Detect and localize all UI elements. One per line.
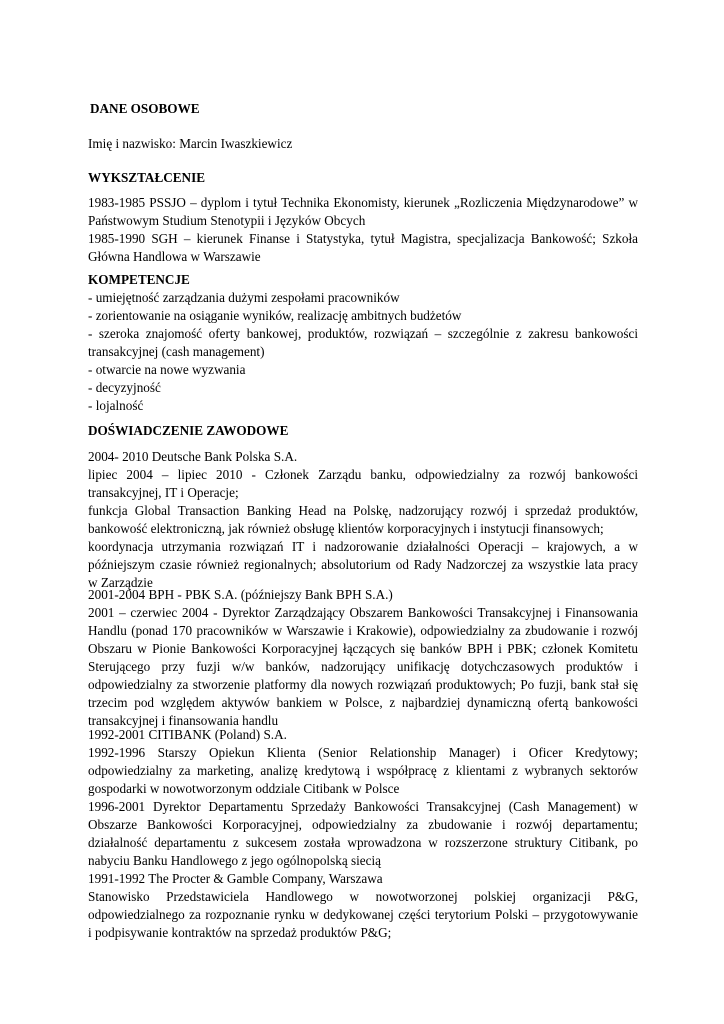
text-line: Stanowisko Przedstawiciela Handlowego w nowotworzonej polskiej organizacji P&G, xyxy=(88,889,638,904)
section-heading-experience: DOŚWIADCZENIE ZAWODOWE xyxy=(88,423,289,438)
list-item: - decyzyjność xyxy=(88,380,161,395)
text-line: transakcyjnej, IT i Operacje; xyxy=(88,485,239,500)
text-line: 2004- 2010 Deutsche Bank Polska S.A. xyxy=(88,449,298,464)
text-line: lipiec 2004 – lipiec 2010 - Członek Zarządu banku, odpowiedzialny za rozwój bankowości xyxy=(88,467,638,482)
text-line: odpowiedzialny za stworzenie platformy dla nowych rozwiązań produktowych; Po fuzji, bank stał się xyxy=(88,677,638,692)
text-line: koordynacja utrzymania rozwiązań IT i nadzorowanie działalności Operacji – krajowych, a w xyxy=(88,539,638,554)
list-item: - otwarcie na nowe wyzwania xyxy=(88,362,246,377)
text-line: odpowiedzialnego za rozpoznanie rynku w dedykowanej części terytorium Polski – przygotowywanie xyxy=(88,907,638,922)
section-heading-personal: DANE OSOBOWE xyxy=(90,101,200,116)
text-line: 1992-2001 CITIBANK (Poland) S.A. xyxy=(88,727,287,742)
text-line: Obszaru w Pionie Bankowości Korporacyjnej łączących się banków BPH i PBK; członek Komitetu xyxy=(88,641,638,656)
text-line: Obszarze Bankowości Korporacyjnej, odpowiedzialny za zbudowanie i rozwój departamentu; xyxy=(88,817,638,832)
text-line: 2001-2004 BPH - PBK S.A. (późniejszy Bank BPH S.A.) xyxy=(88,587,393,602)
text-line: odpowiedzialny za marketing, analizę kredytową i współpracę z klientami z wybranych sektorów xyxy=(88,763,638,778)
text-line: Sterującego przy fuzji w/w banków, nadzorujący unifikację dotychczasowych produktów i xyxy=(88,659,638,674)
text-line: Handlu (ponad 170 pracowników w Warszawie i Krakowie), odpowiedzialny za zbudowanie i rozwój xyxy=(88,623,638,638)
experience-deutsche-bank xyxy=(88,448,638,592)
text-line: działalność departamentu z sukcesem została wprowadzona w rozszerzone struktury Citibank, po xyxy=(88,835,638,850)
experience-citibank-pg xyxy=(88,726,638,942)
text-line: 1992-1996 Starszy Opiekun Klienta (Senior Relationship Manager) i Oficer Kredytowy; xyxy=(88,745,638,760)
competencies-list xyxy=(88,289,638,415)
experience-bph xyxy=(88,586,638,730)
list-item: - zorientowanie na osiąganie wyników, realizację ambitnych budżetów xyxy=(88,308,462,323)
section-heading-competencies: KOMPETENCJE xyxy=(88,272,190,287)
name-line xyxy=(88,135,638,153)
text-line: 2001 – czerwiec 2004 - Dyrektor Zarządzający Obszarem Bankowości Transakcyjnej i Finansowania xyxy=(88,605,638,620)
text-line: późniejszym czasie również regionalnych; absolutorium od Rady Nadzorczej za wszystkie lata pracy xyxy=(88,557,638,572)
text-line: Imię i nazwisko: Marcin Iwaszkiewicz xyxy=(88,136,293,151)
text-line: bankowość elektroniczną, jak również obsługę klientów korporacyjnych i instytucji finansowych; xyxy=(88,521,604,536)
text-line: Główna Handlowa w Warszawie xyxy=(88,249,261,264)
text-line: Państwowym Studium Stenotypii i Języków Obcych xyxy=(88,213,366,228)
text-line: funkcja Global Transaction Banking Head na Polskę, nadzorujący rozwój i sprzedaż produktów, xyxy=(88,503,638,518)
text-line: w Zarządzie xyxy=(88,575,153,590)
text-line: transakcyjnej i finansowania handlu xyxy=(88,713,279,728)
text-line: 1996-2001 Dyrektor Departamentu Sprzedaży Bankowości Transakcyjnej (Cash Management) w xyxy=(88,799,638,814)
text-line: trzecim pod względem aktywów bankiem w Polsce, z najbardziej dynamiczną ofertą bankowości xyxy=(88,695,638,710)
list-item: - umiejętność zarządzania dużymi zespołami pracowników xyxy=(88,290,400,305)
text-line: i podpisywanie kontraktów na sprzedaż produktów P&G; xyxy=(88,925,392,940)
text-line: gospodarki w nowotworzonym oddziale Citibank w Polsce xyxy=(88,781,400,796)
text-line: 1991-1992 The Procter & Gamble Company, Warszawa xyxy=(88,871,383,886)
section-heading-education: WYKSZTAŁCENIE xyxy=(88,170,206,185)
education-block xyxy=(88,194,638,266)
list-item: - lojalność xyxy=(88,398,144,413)
text-line: 1983-1985 PSSJO – dyplom i tytuł Technika Ekonomisty, kierunek „Rozliczenia Międzynarodowe” w xyxy=(88,195,638,210)
list-item: - szeroka znajomość oferty bankowej, produktów, rozwiązań – szczególnie z zakresu bankowości xyxy=(88,326,638,341)
text-line: 1985-1990 SGH – kierunek Finanse i Statystyka, tytuł Magistra, specjalizacja Bankowość; Szkoła xyxy=(88,231,638,246)
text-line: nabyciu Banku Handlowego z jego ogólnopolską siecią xyxy=(88,853,381,868)
list-item: transakcyjnej (cash management) xyxy=(88,344,265,359)
